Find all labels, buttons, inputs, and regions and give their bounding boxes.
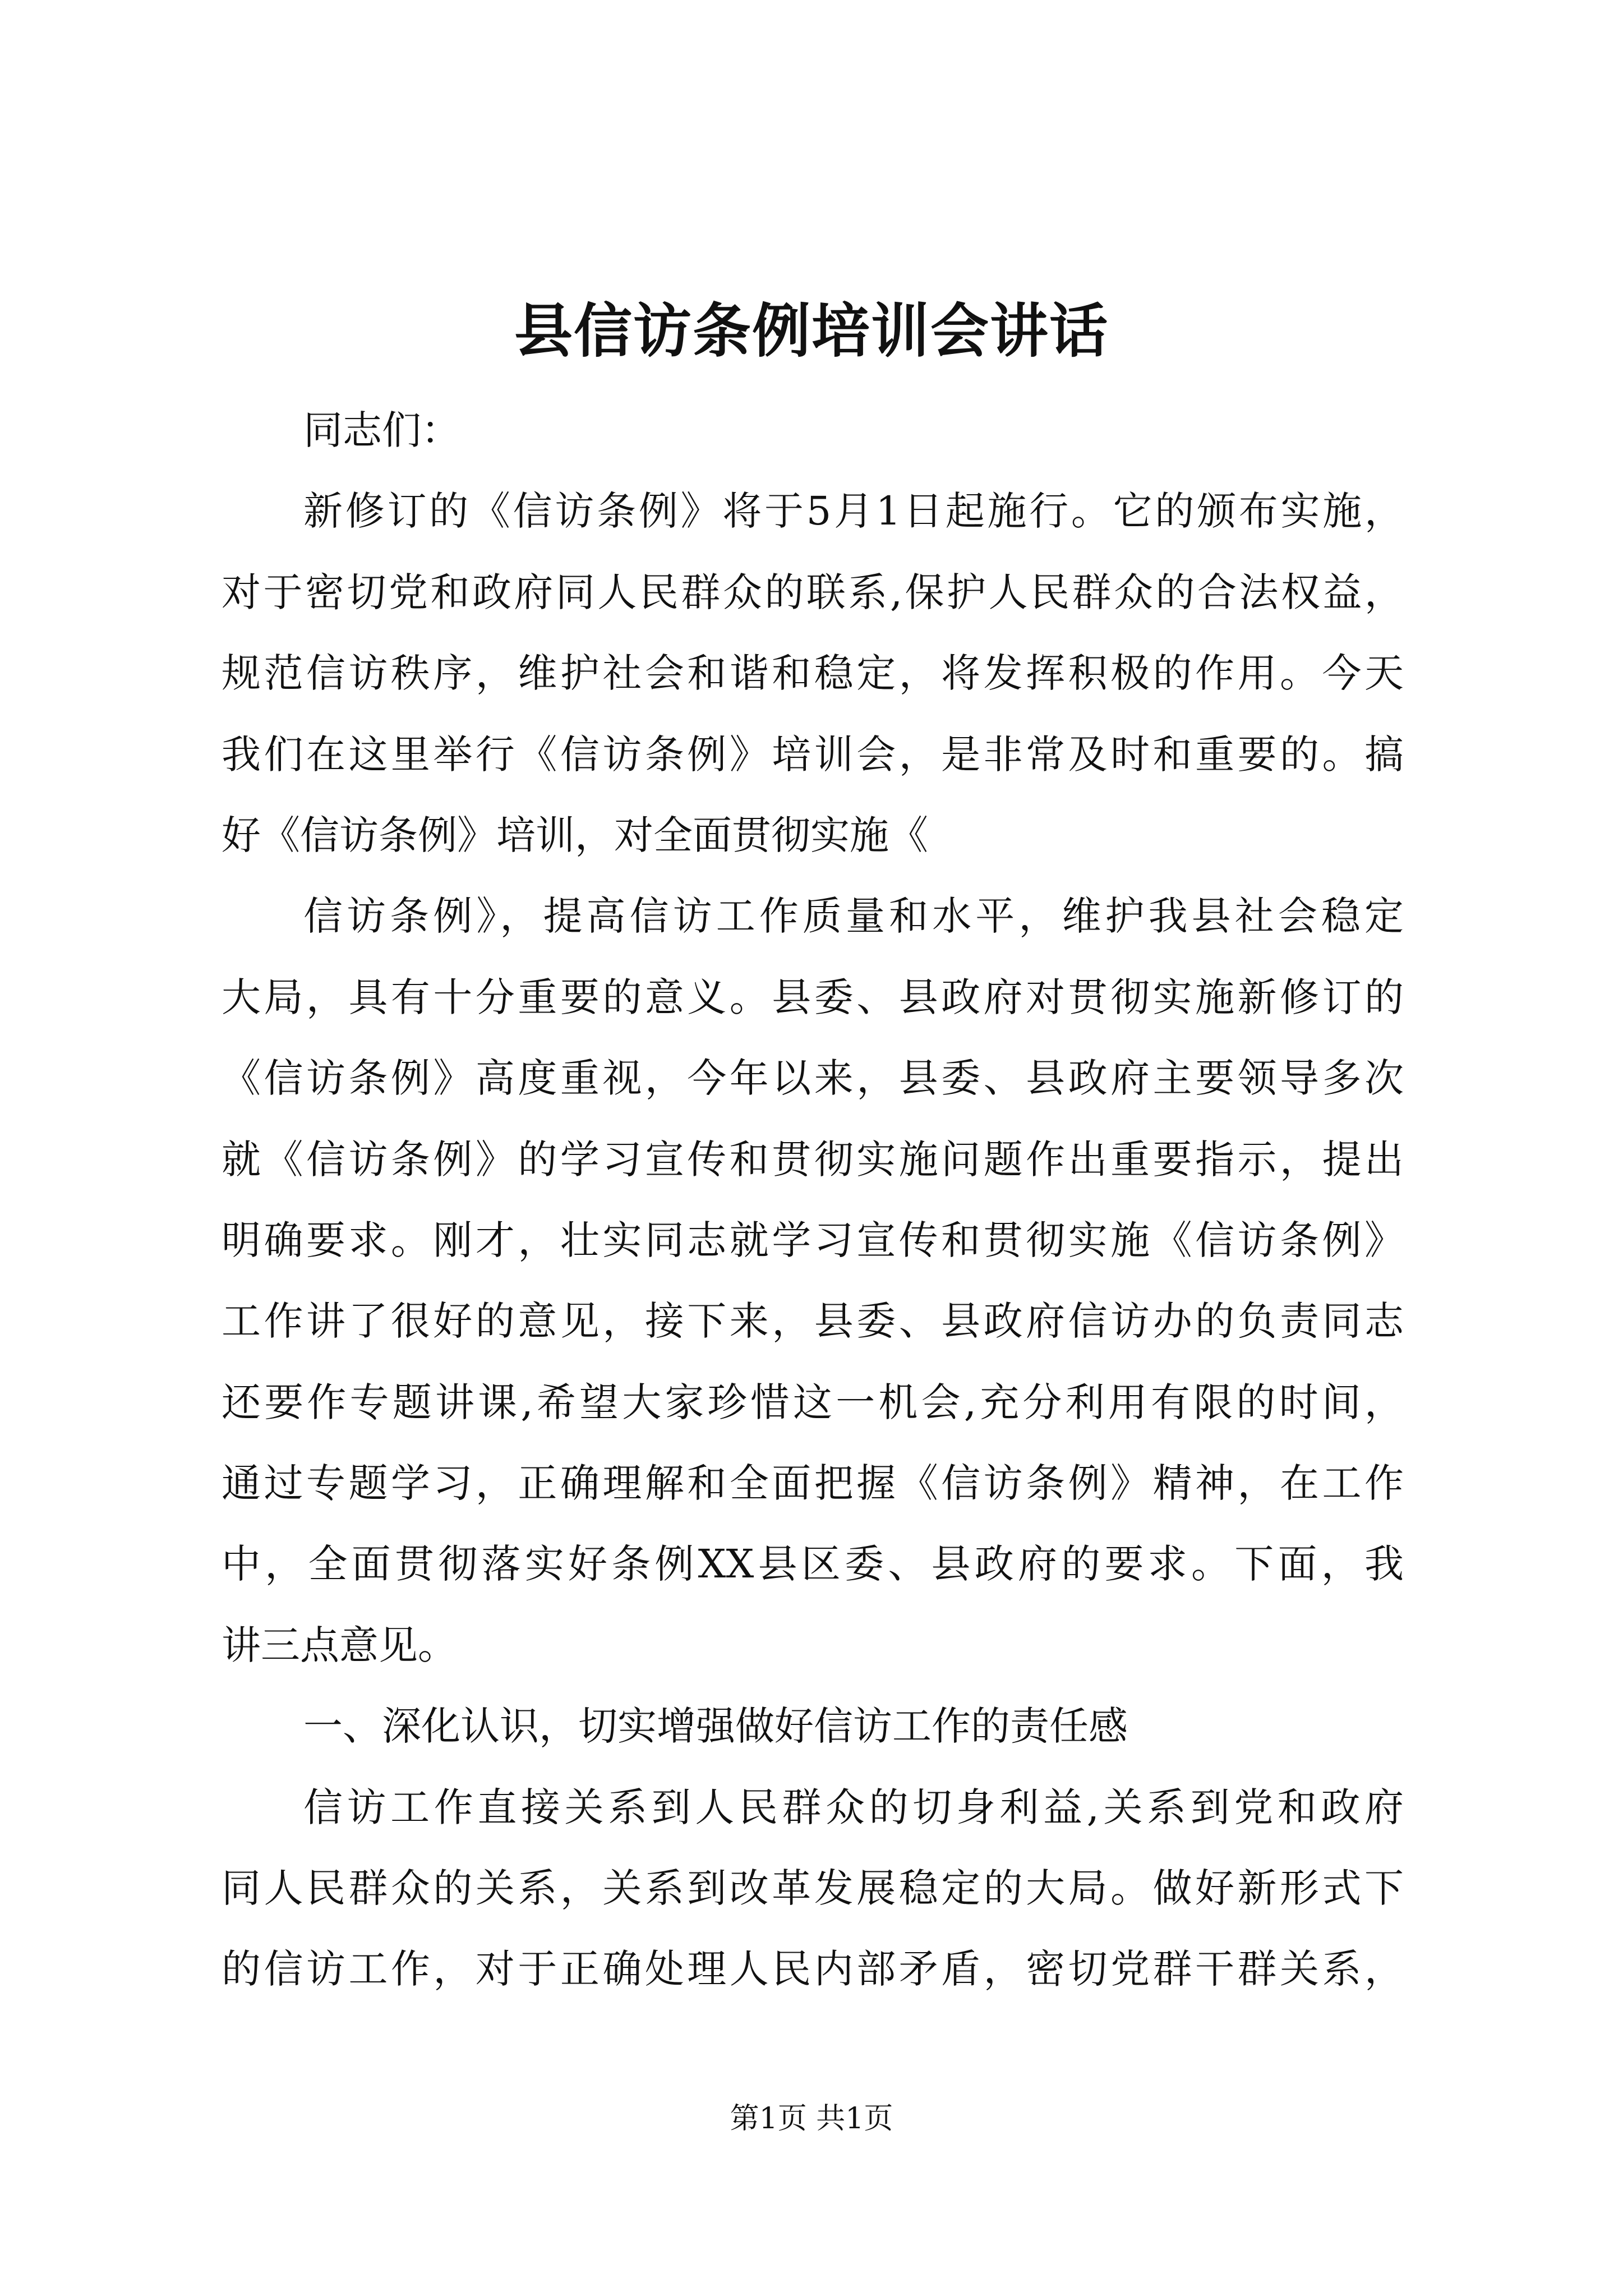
page-footer: 第1页 共1页: [730, 2102, 893, 2136]
text-line: 一、深化认识，切实增强做好信访工作的责任感: [303, 1703, 1128, 1750]
text-line: 工作讲了很好的意见，接下来，县委、县政府信访办的负责同志: [222, 1298, 1404, 1345]
text-line: 大局，具有十分重要的意义。县委、县政府对贯彻实施新修订的: [222, 974, 1404, 1020]
text-line: 讲三点意见。: [222, 1622, 457, 1668]
text-line: 的信访工作，对于正确处理人民内部矛盾，密切党群干群关系，: [222, 1946, 1404, 1993]
text-line: 就《信访条例》的学习宣传和贯彻实施问题作出重要指示，提出: [222, 1136, 1404, 1182]
text-line: 新修订的《信访条例》将于5月1日起施行。它的颁布实施，: [303, 488, 1404, 535]
text-line: 对于密切党和政府同人民群众的联系,保护人民群众的合法权益，: [222, 569, 1404, 615]
text-line: 还要作专题讲课,希望大家珍惜这一机会,充分利用有限的时间，: [222, 1379, 1404, 1425]
text-line: 明确要求。刚才，壮实同志就学习宣传和贯彻实施《信访条例》: [222, 1217, 1404, 1263]
text-line: 规范信访秩序，维护社会和谐和稳定，将发挥积极的作用。今天: [222, 650, 1404, 697]
text-line: 信访条例》，提高信访工作质量和水平，维护我县社会稳定: [303, 893, 1404, 940]
text-line: 好《信访条例》培训，对全面贯彻实施《: [222, 812, 928, 858]
text-line: 中，全面贯彻落实好条例XX县区委、县政府的要求。下面，我: [222, 1541, 1404, 1588]
text-line: 《信访条例》高度重视，今年以来，县委、县政府主要领导多次: [222, 1055, 1404, 1102]
document-body: [222, 390, 1404, 2010]
text-line: 同人民群众的关系，关系到改革发展稳定的大局。做好新形式下: [222, 1865, 1404, 1912]
text-line: 同志们：: [303, 407, 460, 453]
text-line: 信访工作直接关系到人民群众的切身利益,关系到党和政府: [303, 1784, 1404, 1830]
text-line: 我们在这里举行《信访条例》培训会，是非常及时和重要的。搞: [222, 731, 1404, 777]
document-title: 县信访条例培训会讲话: [514, 296, 1109, 365]
text-line: 通过专题学习，正确理解和全面把握《信访条例》精神，在工作: [222, 1460, 1404, 1507]
